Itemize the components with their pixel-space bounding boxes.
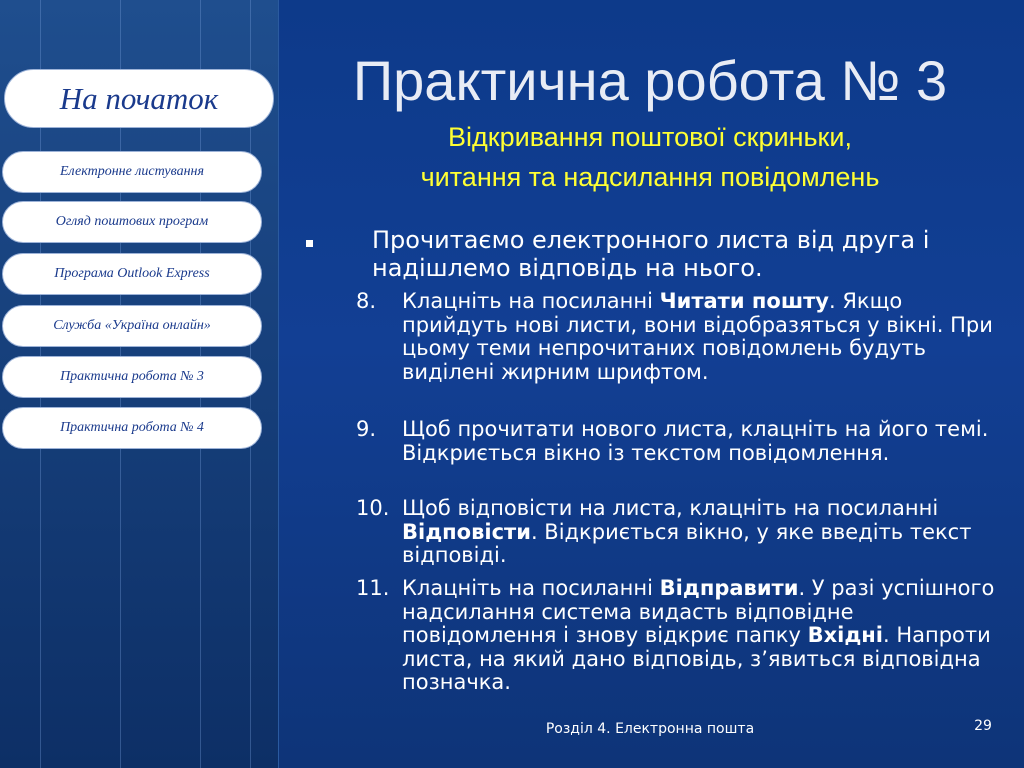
step-8-bold: Читати пошту	[659, 289, 829, 313]
nav-ukraine-online[interactable]: Служба «Україна онлайн»	[2, 305, 262, 347]
step-number: 10.	[356, 496, 390, 520]
nav-email-correspondence[interactable]: Електронне листування	[2, 151, 262, 193]
intro-text: Прочитаємо електронного листа від друга і надішлемо відповідь на нього.	[372, 226, 930, 282]
step-8-post: . Якщо прийдуть нові листи, вони відобразяться у вікні. При цьому теми непрочитаних повідомлень будуть виділені жирним шрифтом.	[402, 289, 993, 384]
slide-number: 29	[974, 718, 992, 734]
slide-subtitle-line1: Відкривання поштової скриньки,	[448, 122, 852, 152]
step-8-pre: Клацніть на посиланні	[402, 289, 660, 313]
step-11-pre: Клацніть на посиланні	[402, 576, 660, 600]
step-11-bold: Відправити	[659, 576, 799, 600]
step-10-bold: Відповісти	[402, 519, 531, 544]
nav-practical-work-4[interactable]: Практична робота № 4	[2, 407, 262, 449]
slide-subtitle-line2: читання та надсилання повідомлень	[420, 162, 880, 192]
footer-section: Розділ 4. Електронна пошта	[545, 721, 755, 737]
sidebar	[0, 0, 279, 768]
step-11-bold2: Вхідні	[807, 623, 883, 647]
nav-practical-work-3[interactable]: Практична робота № 3	[2, 356, 262, 398]
step-8-text	[402, 290, 1002, 384]
step-10-pre: Щоб відповісти на листа, клацніть на посиланні	[402, 496, 939, 520]
nav-outlook-express[interactable]: Програма Outlook Express	[2, 253, 262, 295]
step-11-mid: . У разі успішного надсилання система видасть відповідне повідомлення і знову відкриє папку	[402, 576, 995, 647]
step-9-text: Щоб прочитати нового листа, клацніть на його темі. Відкриється вікно із текстом повідомлення.	[402, 417, 989, 465]
step-number: 11.	[356, 576, 390, 600]
step-10-post: . Відкриється вікно, у яке введіть текст відповіді.	[402, 519, 972, 567]
slide-title: Практична робота № 3	[352, 49, 948, 112]
home-button[interactable]: На початок	[4, 69, 274, 128]
step-11-post: . Напроти листа, на який дано відповідь, з’явиться відповідна позначка.	[402, 623, 991, 694]
step-11-text	[402, 577, 1002, 695]
step-number: 8.	[356, 289, 377, 313]
step-10-text	[402, 497, 1002, 568]
nav-mail-programs-overview[interactable]: Огляд поштових програм	[2, 201, 262, 243]
step-number: 9.	[356, 417, 377, 441]
bullet-marker	[306, 240, 313, 247]
